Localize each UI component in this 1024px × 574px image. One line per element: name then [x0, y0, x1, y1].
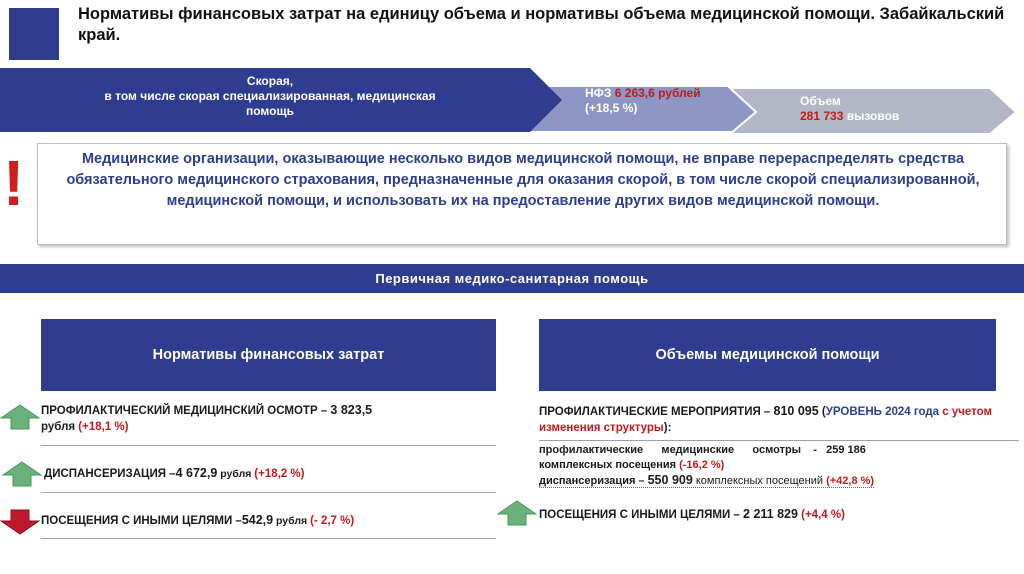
item-change: (- 2,7 %) — [310, 515, 355, 527]
chevron-volume-label — [800, 94, 980, 124]
right-item-sub-breakdown — [539, 443, 994, 489]
left-item-dispanserizaciya — [44, 465, 490, 482]
osmotry-change: (-16,2 %) — [679, 459, 725, 471]
item-label: ДИСПАНСЕРИЗАЦИЯ – — [44, 468, 176, 480]
chevron-nfz-label — [585, 86, 750, 116]
ambulance-line-2: в том числе скорая специализированная, медицинская — [104, 89, 436, 103]
right-column-heading: Объемы медицинской помощи — [539, 319, 996, 391]
left-item-prof-osmotr — [41, 402, 487, 435]
item-value: 3 823,5 — [330, 403, 373, 417]
item-change: (+4,4 %) — [797, 509, 845, 521]
dispanserizaciya-line — [539, 475, 874, 488]
item-label: ПРОФИЛАКТИЧЕСКИЙ МЕДИЦИНСКИЙ ОСМОТР – — [41, 405, 331, 417]
arrow-down-icon — [0, 509, 40, 535]
chevron-ambulance-label — [20, 74, 520, 119]
nfz-change: (+18,5 %) — [585, 101, 638, 115]
osmotry-unit: комплексных посещения — [539, 459, 680, 471]
nfz-value: 6 263,6 рублей — [614, 86, 701, 100]
note-close: ): — [663, 422, 672, 434]
divider — [539, 440, 1019, 441]
ambulance-line-3: помощь — [246, 104, 294, 118]
exclamation-icon: ! — [3, 147, 25, 219]
arrow-up-icon — [497, 500, 537, 526]
section-title: Первичная медико-санитарная помощь — [0, 264, 1024, 293]
item-change: (+18,2 %) — [254, 468, 305, 480]
ambulance-line-1: Скорая, — [246, 74, 294, 88]
arrow-up-icon — [0, 404, 40, 430]
left-item-poseshcheniya — [41, 512, 487, 529]
item-label: ПРОФИЛАКТИЧЕСКИЕ МЕРОПРИЯТИЯ – — [539, 406, 774, 418]
divider — [41, 538, 496, 539]
item-value: 4 672,9 — [175, 466, 218, 480]
right-item-prof-meropriyatiya — [539, 403, 994, 436]
item-label: ПОСЕЩЕНИЯ С ИНЫМИ ЦЕЛЯМИ – — [41, 515, 242, 527]
divider — [41, 445, 496, 446]
disp-change: (+42,8 %) — [826, 475, 875, 487]
arrow-up-icon — [2, 461, 42, 487]
notice-text: Медицинские организации, оказывающие несколько видов медицинской помощи, не вправе перераспределять средства обязательного медицинского страхования, предназначенные для оказания скорой, в том числе скорой специализированной, медицинской помощи, и использовать их на предоставление других видов медицинской помощи. — [66, 151, 980, 209]
item-change: (+18,1 %) — [78, 421, 129, 433]
item-label: ПОСЕЩЕНИЯ С ИНЫМИ ЦЕЛЯМИ – — [539, 509, 744, 521]
disp-unit: комплексных посещений — [692, 475, 827, 487]
item-unit: рубля — [217, 468, 255, 480]
disp-label: диспансеризация – — [539, 475, 648, 487]
volume-value: 281 733 — [800, 109, 844, 123]
right-item-poseshcheniya — [539, 506, 994, 523]
page-title: Нормативы финансовых затрат на единицу объема и нормативы объема медицинской помощи. Забайкальский край. — [78, 5, 1005, 44]
volume-unit: вызовов — [843, 109, 900, 123]
note-open: ( — [818, 406, 826, 418]
osmotry-label: профилактические медицинские осмотры - 259 186 — [539, 444, 866, 456]
note-structure: с учетом изменения структуры — [539, 406, 993, 434]
volume-label: Объем — [800, 94, 841, 108]
item-value: 2 211 829 — [743, 507, 798, 521]
logo-square — [9, 8, 59, 60]
note-level: УРОВЕНЬ 2024 года — [825, 406, 940, 418]
divider — [41, 492, 496, 493]
nfz-prefix: НФЗ — [585, 86, 615, 100]
item-unit: рубля — [273, 515, 311, 527]
item-unit: рубля — [41, 421, 79, 433]
item-value: 542,9 — [241, 513, 274, 527]
item-value: 810 095 — [773, 404, 819, 418]
disp-value: 550 909 — [647, 473, 693, 487]
left-column-heading: Нормативы финансовых затрат — [41, 319, 496, 391]
